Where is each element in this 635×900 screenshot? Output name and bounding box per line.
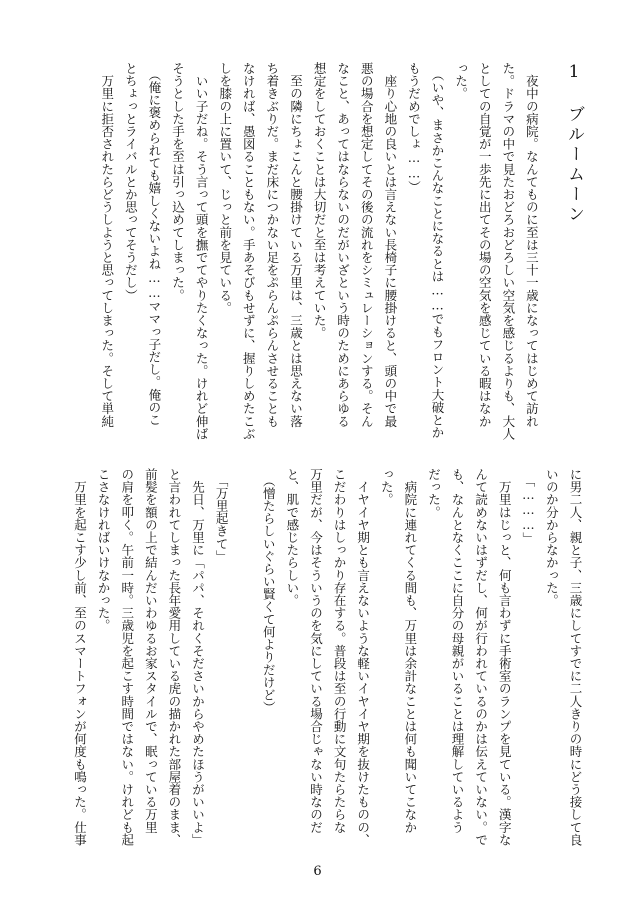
- text-line: いい子だね。そう言って頭を撫でてやりたくなった。けれど伸ば: [194, 62, 210, 440]
- text-line: 夜中の病院。なんてものに至は三十一歳になってはじめて訪れ: [524, 62, 540, 428]
- text-line: そうとした手を至は引っ込めてしまった。: [170, 62, 186, 302]
- text-line: こさなければいけなかった。: [96, 468, 112, 632]
- text-line: 先日、万里に「パパ、それくそださいからやめたほうがいいよ」: [190, 468, 206, 846]
- text-line: しを膝の上に置いて、じっと前を見ている。: [217, 62, 233, 314]
- text-line: った。: [453, 62, 469, 100]
- text-line: 病院に連れてくる間も、万里は余計なことは何も聞いてこなか: [402, 468, 418, 834]
- text-line: んて読めないはずだし、何が行われているのかは伝えていない。で: [473, 468, 489, 846]
- text-line: 至の隣にちょこんと腰掛けている万里は、三歳とは思えない落: [288, 62, 304, 428]
- text-line: の肩を叩く。午前一時。三歳児を起こす時間ではない。けれども起: [119, 468, 135, 846]
- text-line: （いや、まさかこんなことになるとは……でもフロント大破とか: [430, 62, 446, 439]
- text-line: （俺に褒められても嬉しくないよね……ママっ子だし。俺のこ: [146, 62, 162, 427]
- text-line: としての自覚が一歩先に出てその場の空気を感じている暇はなか: [477, 62, 493, 428]
- text-line: 座り心地の良いとは言えない長椅子に腰掛けると、頭の中で最: [382, 62, 398, 428]
- page-number: 6: [313, 864, 322, 879]
- chapter-title: 1 ブルームーン: [564, 62, 584, 225]
- blank-line: [233, 468, 257, 838]
- text-line: 万里だが、今はそういうのを気にしている場合じゃない時なのだ: [308, 468, 324, 834]
- text-line: こだわりはしっかり存在する。普段は至の行動に文句たらたらな: [332, 468, 348, 834]
- text-line: 想定をしておくことは大切だと至は考えていた。: [312, 62, 328, 340]
- text-line: 「………」: [520, 468, 536, 545]
- text-line: イヤイヤ期とも言えないような軽いイヤイヤ期を抜けたものの、: [355, 468, 371, 846]
- text-line: もうだめでしょ……）: [406, 62, 422, 193]
- text-line: 悪の場合を想定してその後の流れをシミュレーションする。そん: [359, 62, 375, 428]
- text-line: と言われてしまった長年愛用している虎の描かれた部屋着のまま、: [166, 468, 182, 846]
- text-line: ち着きぶりだ。まだ床につかない足をぷらんぷらんさせることも: [264, 62, 280, 428]
- text-line: も、なんとなくここに自分の母親がいることは理解しているよう: [450, 468, 466, 834]
- text-line: なこと、あってはならないのだがいざという時のためにあらゆる: [335, 62, 351, 428]
- text-line: 前髪を額の上で結んだいわゆるお家スタイルで、眠っている万里: [143, 468, 159, 834]
- text-line: だった。: [426, 468, 442, 519]
- text-line: （憎たらしいぐらい賢くて何よりだけど）: [261, 468, 277, 714]
- text-line: 万里を起こす少し前、至のスマートフォンが何度も鳴った。仕事: [72, 468, 88, 846]
- text-line: 「万里起きて」: [214, 468, 230, 563]
- text-line: った。: [379, 468, 395, 506]
- text-line: 万里に拒否されたらどうしようと思ってしまった。そして単純: [99, 62, 115, 428]
- text-line: た。ドラマの中で見たおどろおどろしい空気を感じるよりも、大人: [500, 62, 516, 440]
- upper-text-block: [95, 62, 587, 440]
- text-line: いのか分からなかった。: [544, 468, 560, 607]
- text-line: と、肌で感じたらしい。: [284, 468, 300, 607]
- text-line: とちょっとライバルとか思ってそうだし）: [123, 62, 139, 302]
- text-line: に男二人、親と子、三歳にしてすでに二人きりの時にどう接して良: [568, 468, 583, 846]
- lower-text-block: [68, 468, 587, 846]
- text-line: なければ、愚図ることもない。手あそびもせずに、握りしめたこぶ: [241, 62, 257, 440]
- text-line: 万里はじっと、何も言わずに手術室のランプを見ている。漢字な: [497, 468, 513, 846]
